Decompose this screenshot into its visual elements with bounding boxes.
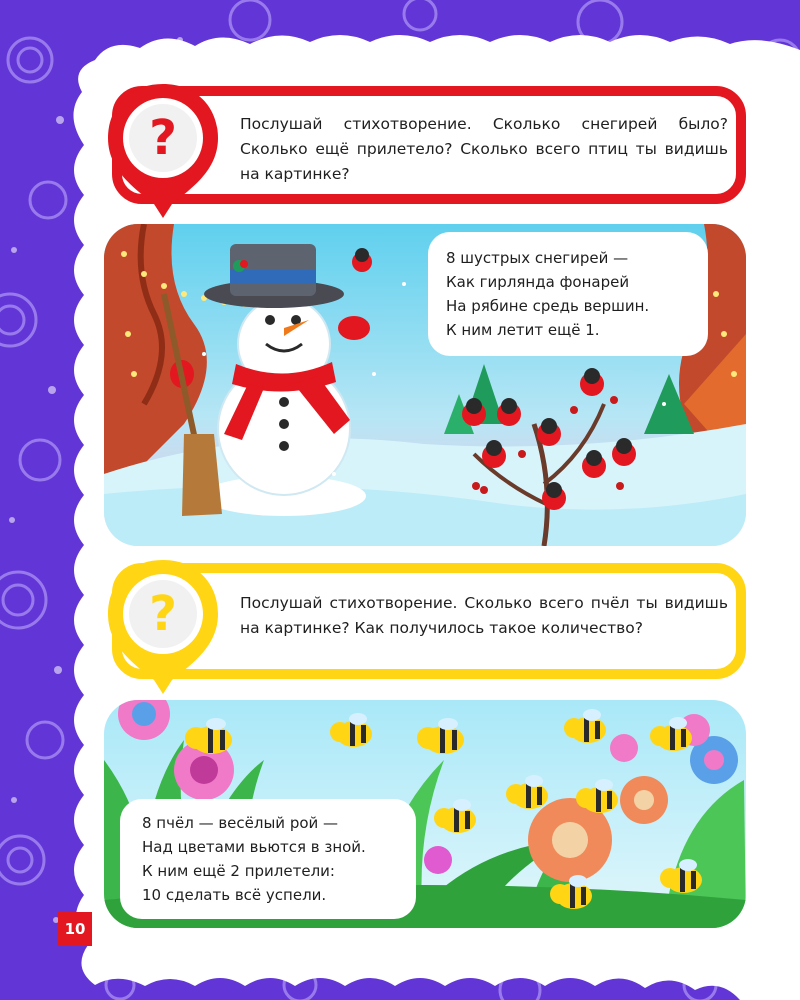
poem-2-line-2: Над цветами вьются в зной.: [142, 838, 366, 856]
poem-2-box: [120, 799, 416, 919]
question-badge-red: [104, 80, 222, 220]
question-badge-yellow: [104, 556, 222, 696]
poem-1-line-2: Как гирлянда фонарей: [446, 273, 630, 291]
poem-1-box: [428, 232, 708, 356]
poem-2-line-1: 8 пчёл — весёлый рой —: [142, 814, 339, 832]
task-1-text: Послушай стихотворение. Сколько снегирей было? Сколько ещё прилетело? Сколько всего птиц ты видишь на картинке?: [240, 115, 728, 183]
poem-2-line-3: К ним ещё 2 прилетели:: [142, 862, 335, 880]
poem-1-line-3: На рябине средь вершин.: [446, 297, 650, 315]
poem-2-line-4: 10 сделать всё успели.: [142, 886, 327, 904]
poem-1-line-4: К ним летит ещё 1.: [446, 321, 600, 339]
question-mark-icon: ?: [149, 110, 177, 166]
poem-1-line-1: 8 шустрых снегирей —: [446, 249, 629, 267]
page-number: 10: [58, 912, 92, 946]
task-2-text: Послушай стихотворение. Сколько всего пчёл ты видишь на картинке? Как получилось такое количество?: [240, 594, 728, 637]
question-mark-icon: ?: [149, 586, 177, 642]
